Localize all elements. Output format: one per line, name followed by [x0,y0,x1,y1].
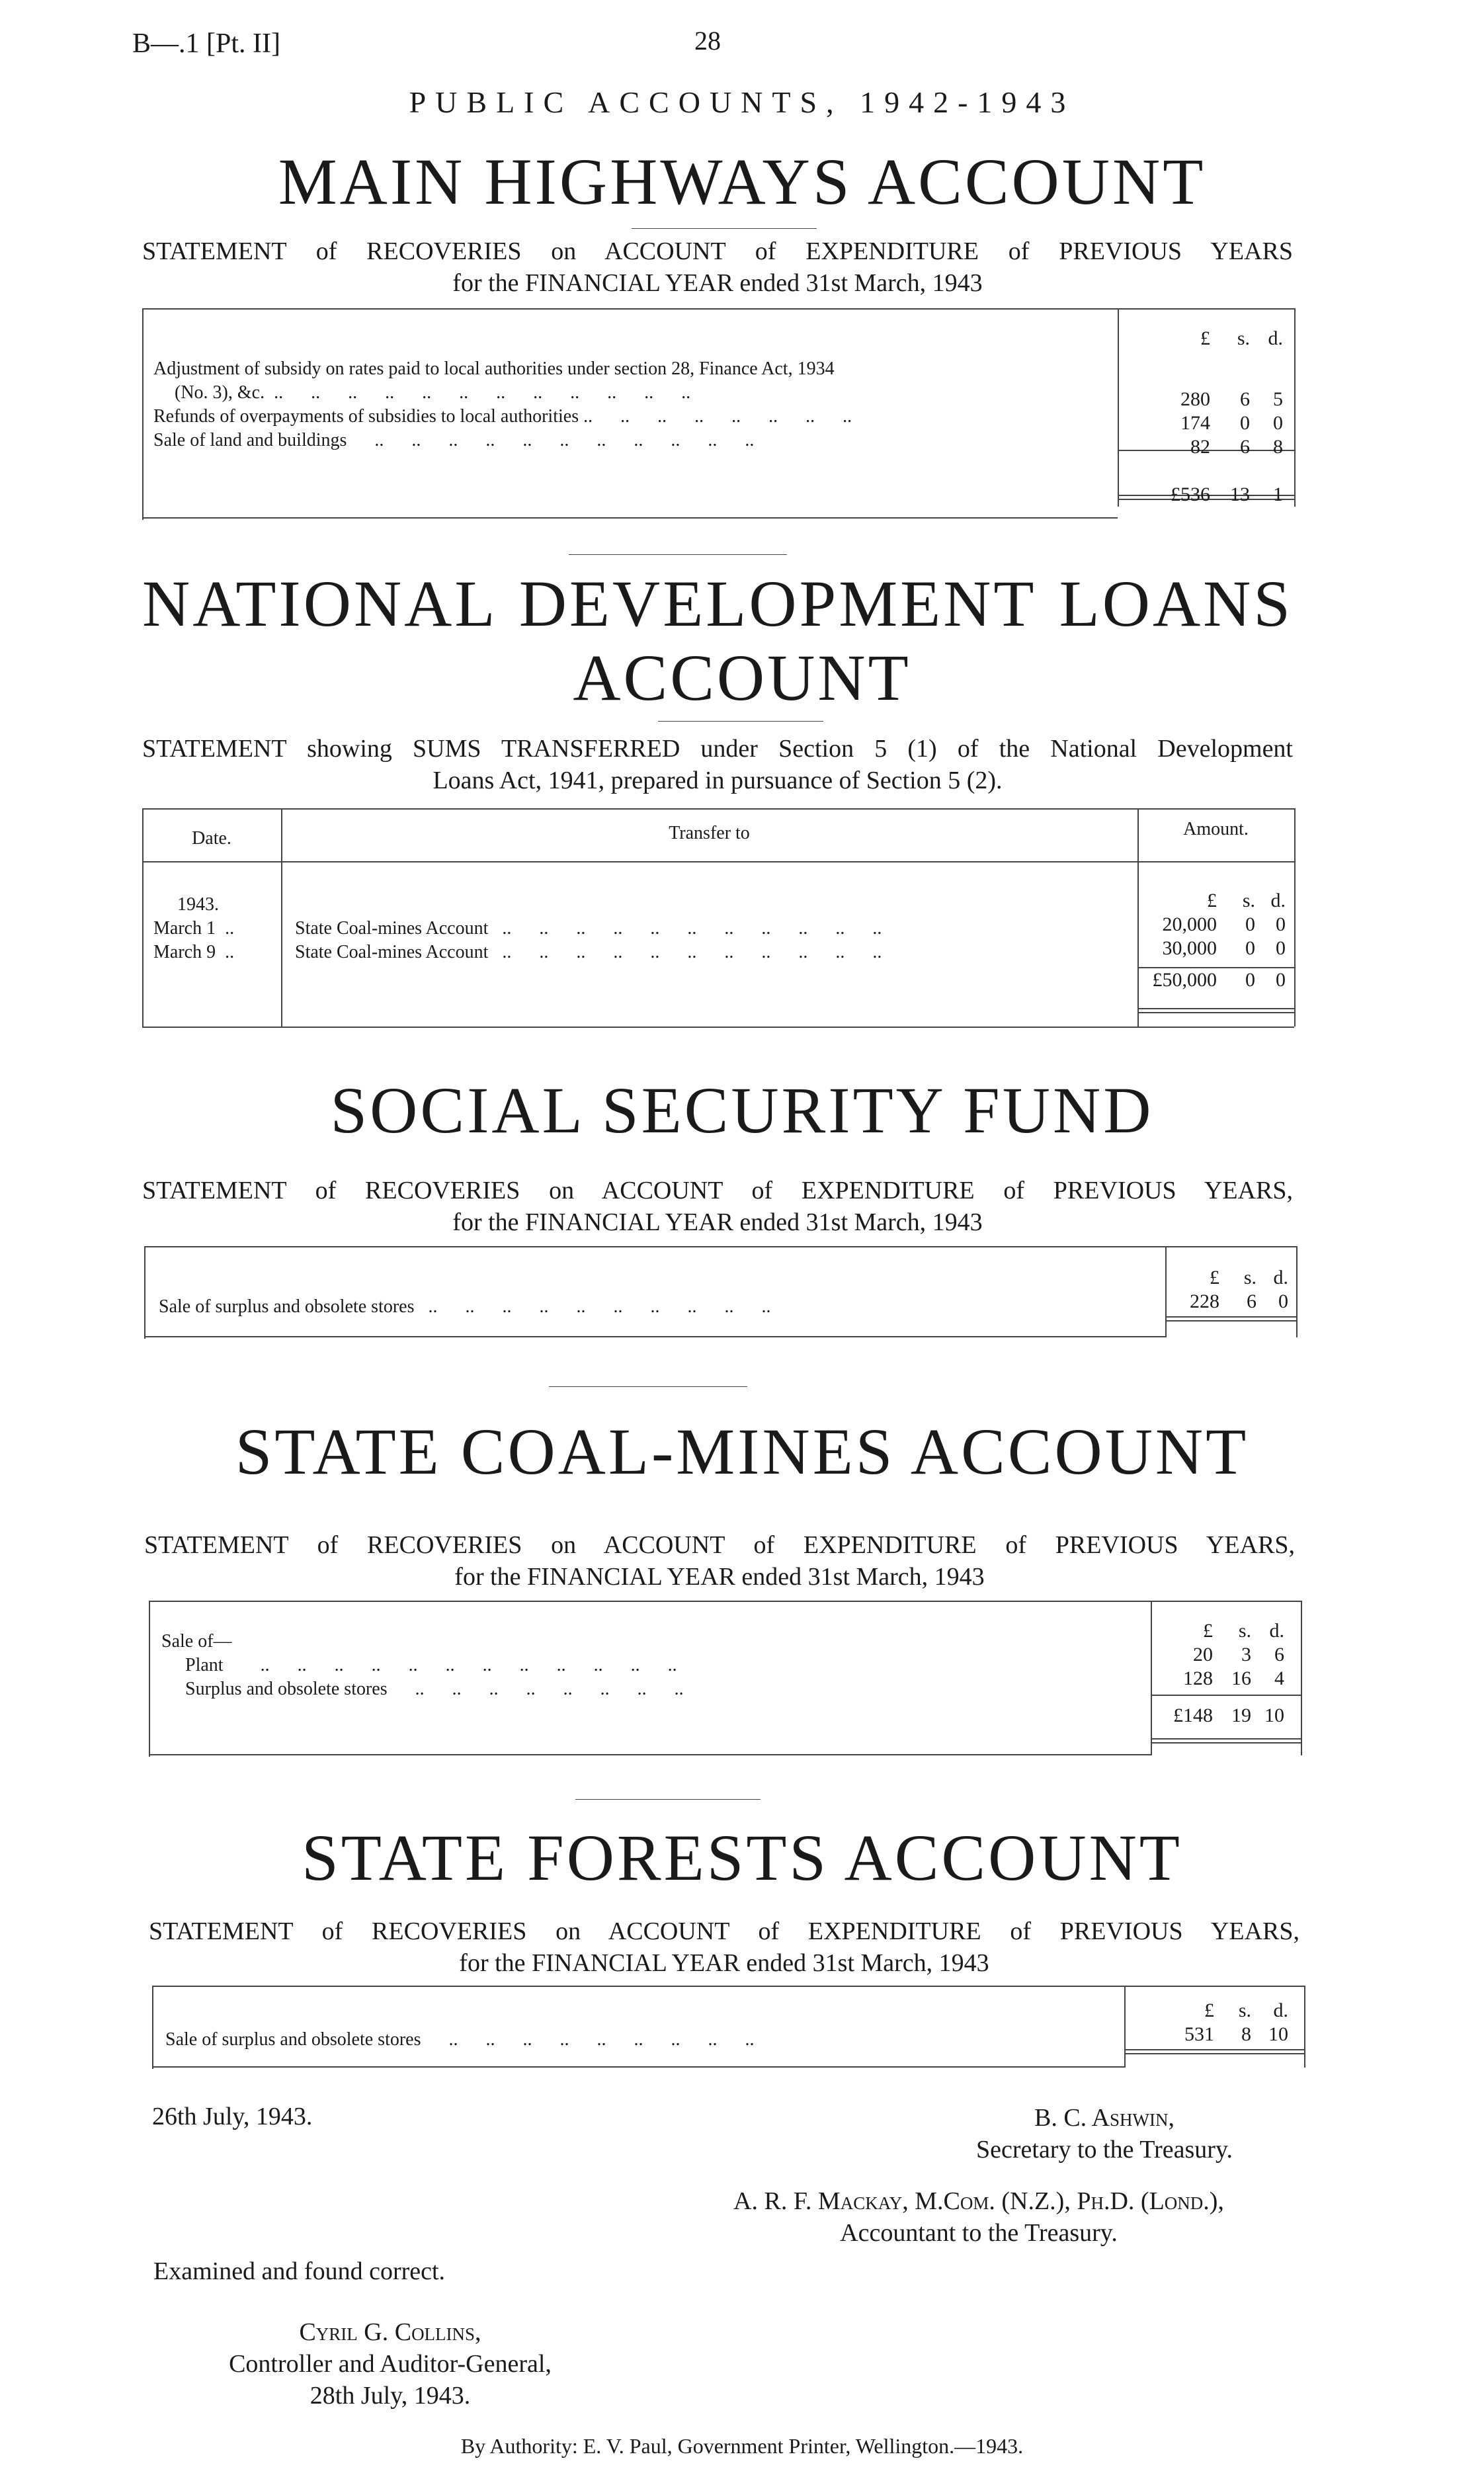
signatory-name: A. R. F. Mackay, M.Com. (N.Z.), Ph.D. (Lond.), [733,2187,1224,2215]
section-divider [549,1386,747,1387]
ndl-year: 1943. [177,894,219,915]
ssf-amounts [1168,1266,1294,1314]
ndl-col-amount: Amount. [1183,819,1249,839]
signature-ashwin [919,2102,1290,2165]
total-row: £536 13 1 [1171,483,1283,505]
ndl-dates [153,893,279,964]
ssf-statement [142,1175,1293,1238]
statement-line: STATEMENT of RECOVERIES on ACCOUNT of EXPENDITURE of PREVIOUS YEARS, [149,1917,1299,1945]
scm-statement [144,1529,1295,1593]
ndl-statement [142,733,1293,796]
ssf-table [144,1246,1296,1339]
statement-line: STATEMENT of RECOVERIES on ACCOUNT of EXPENDITURE of PREVIOUS YEARS, [144,1531,1295,1559]
sfa-amounts [1151,1999,1301,2046]
statement-line: for the FINANCIAL YEAR ended 31st March, 1943 [459,1949,989,1977]
total-row: £148 19 10 [1173,1704,1284,1726]
currency-header: £ s. d. [1200,327,1283,349]
table-row: Sale of land and buildings .. .. .. .. .. .. .. .. .. .. .. [153,430,755,450]
main-highways-statement [142,235,1293,299]
signature-mackay [661,2185,1296,2249]
ndl-amounts [1139,889,1291,992]
signatory-date: 28th July, 1943. [309,2382,471,2410]
currency-header: £ s. d. [1207,890,1286,911]
table-row: (No. 3), &c. .. .. .. .. .. .. .. .. .. .. .. .. [175,382,691,403]
scm-amounts [1153,1619,1298,1728]
signatory-name: Cyril G. Collins, [299,2318,481,2346]
currency-header: £ s. d. [1210,1267,1288,1288]
amount-row: 20,000 0 0 [1162,913,1286,935]
total-row: £50,000 0 0 [1152,969,1286,991]
ndl-title-line1: NATIONAL DEVELOPMENT LOANS [142,567,1293,640]
ndl-transfers [295,917,1128,964]
signatory-title: Controller and Auditor-General, [229,2350,552,2378]
signatory-name: B. C. Ashwin, [1034,2104,1175,2132]
table-row: Plant .. .. .. .. .. .. .. .. .. .. .. .. [185,1655,677,1675]
document-reference: B—.1 [Pt. II] [132,28,280,59]
scm-group-label: Sale of— [161,1631,232,1652]
statement-line: STATEMENT of RECOVERIES on ACCOUNT of EXPENDITURE of PREVIOUS YEARS, [142,1177,1293,1204]
statement-line: STATEMENT of RECOVERIES on ACCOUNT of EXPENDITURE of PREVIOUS YEARS [142,237,1293,265]
statement-line: STATEMENT showing SUMS TRANSFERRED under Section 5 (1) of the National Development [142,735,1293,763]
sfa-title: STATE FORESTS ACCOUNT [302,1821,1182,1894]
table-row: Adjustment of subsidy on rates paid to local authorities under section 28, Finance Act, 1934 [153,358,835,379]
table-row: State Coal-mines Account .. .. .. .. .. .. .. .. .. .. .. [295,918,882,939]
amount-row: 228 6 0 [1190,1290,1288,1312]
scm-labels [161,1630,1140,1701]
signatory-title: Secretary to the Treasury. [976,2136,1233,2164]
amount-row: 280 6 5 [1180,388,1283,410]
table-row: March 9 .. [153,942,235,962]
statement-line: for the FINANCIAL YEAR ended 31st March, 1943 [452,1208,983,1236]
ndl-col-transfer: Transfer to [669,823,750,843]
table-row: Refunds of overpayments of subsidies to local authorities .. .. .. .. .. .. .. .. [153,406,852,427]
main-highways-title: MAIN HIGHWAYS ACCOUNT [278,145,1206,218]
main-highways-amounts [1124,327,1290,507]
sfa-statement [149,1915,1299,1979]
signature-date: 26th July, 1943. [152,2103,313,2130]
statement-line: Loans Act, 1941, prepared in pursuance of Section 5 (2). [433,767,1003,794]
main-highways-labels [153,357,1106,452]
examined-note: Examined and found correct. [153,2257,446,2285]
currency-header: £ s. d. [1204,1999,1288,2021]
ssf-item-row: Sale of surplus and obsolete stores .. .. .. .. .. .. .. .. .. .. [159,1296,771,1317]
statement-line: for the FINANCIAL YEAR ended 31st March, 1943 [452,269,983,297]
amount-row: 531 8 10 [1184,2023,1288,2045]
statement-line: for the FINANCIAL YEAR ended 31st March, 1943 [454,1563,985,1591]
imprint-footer: By Authority: E. V. Paul, Government Printer, Wellington.—1943. [460,2434,1024,2458]
amount-row: 82 6 8 [1190,436,1283,458]
sfa-item-row: Sale of surplus and obsolete stores .. .. .. .. .. .. .. .. .. [165,2029,755,2050]
section-divider [575,1799,761,1800]
section-divider [569,554,787,555]
table-row: State Coal-mines Account .. .. .. .. .. .. .. .. .. .. .. [295,942,882,962]
sfa-table [152,1986,1304,2069]
signatory-title: Accountant to the Treasury. [840,2219,1118,2247]
scm-title: STATE COAL-MINES ACCOUNT [235,1415,1249,1488]
ndl-title-line2: ACCOUNT [573,641,911,714]
amount-row: 174 0 0 [1180,412,1283,434]
signature-collins [192,2316,589,2412]
amount-row: 128 16 4 [1183,1667,1284,1689]
page-number: 28 [694,26,721,56]
amount-row: 30,000 0 0 [1162,937,1286,959]
amount-row: 20 3 6 [1193,1644,1284,1665]
super-title: PUBLIC ACCOUNTS, 1942-1943 [409,85,1075,119]
table-row: March 1 .. [153,918,235,939]
currency-header: £ s. d. [1203,1620,1284,1642]
table-row: Surplus and obsolete stores .. .. .. .. .. .. .. .. [185,1679,684,1699]
ndl-col-date: Date. [192,828,231,849]
ssf-title: SOCIAL SECURITY FUND [330,1073,1154,1147]
